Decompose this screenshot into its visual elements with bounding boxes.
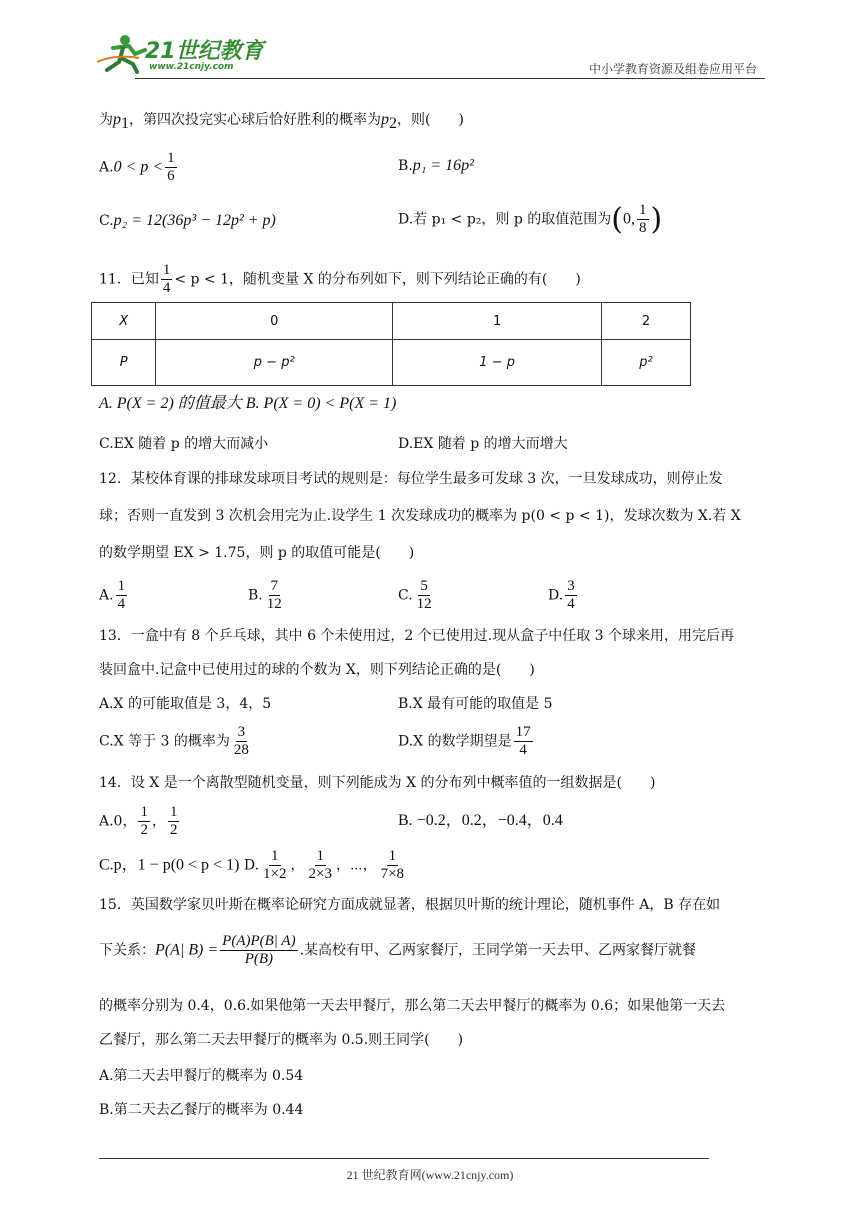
q12-option-a: A. $\frac{1}{4}$ <box>99 578 126 612</box>
header-platform-text: 中小学教育资源及组卷应用平台 <box>588 62 757 76</box>
q13-option-b: B.X 最有可能的取值是 5 <box>398 696 553 712</box>
q12-line3: 的数学期望 EX > 1.75，则 p 的取值可能是( ) <box>99 545 415 561</box>
q12-line2: 球；否则一直发到 3 次机会用完为止.设学生 1 次发球成功的概率为 p(0 < p < 1)，发球次数为 X.若 X <box>99 508 741 524</box>
q14-stem: 14．设 X 是一个离散型随机变量，则下列能成为 X 的分布列中概率值的一组数据是( ) <box>99 775 656 791</box>
q12-option-d: D. $\frac{3}{4}$ <box>548 578 575 612</box>
runner-logo-icon <box>95 32 147 74</box>
header <box>95 28 765 80</box>
footer-divider <box>99 1158 709 1159</box>
q13-option-d: D.X 的数学期望是 $\frac{17}{4}$ <box>398 724 531 758</box>
q12-option-b: B. $\frac{7}{12}$ <box>248 578 282 612</box>
q15-line2: 下关系：P(A| B) = $\frac{P(A)P(B| A)}{P(B)}$ .某高校有甲、乙两家餐厅，王同学第一天去甲、乙两家餐厅就餐 <box>99 933 697 967</box>
table-cell: 2 <box>602 303 691 340</box>
q14-options-cd: C.p，1 − p(0 < p < 1) D. $\frac{1}{1\times 2}$ ， $\frac{1}{2\times 3}$ ，⋯， $\frac{1}{7\times 8}$ <box>99 848 405 882</box>
table-cell: X <box>92 303 156 340</box>
q11-option-d: D.EX 随着 p 的增大而增大 <box>398 436 568 452</box>
q13-option-c: C.X 等于 3 的概率为 $\frac{3}{28}$ <box>99 724 249 758</box>
q13-line1: 13．一盒中有 8 个乒乓球，其中 6 个未使用过，2 个已使用过.现从盒子中任取 3 个球来用，用完后再 <box>99 628 735 644</box>
q15-line1: 15．英国数学家贝叶斯在概率论研究方面成就显著，根据贝叶斯的统计理论，随机事件 A，B 存在如 <box>99 897 721 913</box>
q15-option-b: B.第二天去乙餐厅的概率为 0.44 <box>99 1102 304 1118</box>
q11-stem: 11．已知 $\frac{1}{4}$ < p < 1，随机变量 X 的分布列如下，则下列结论正确的有( ) <box>99 262 581 296</box>
q13-line2: 装回盒中.记盒中已使用过的球的个数为 X，则下列结论正确的是( ) <box>99 662 535 678</box>
q11-options-ab: A. P(X = 2) 的值最大 B. P(X = 0) < P(X = 1) <box>99 395 397 412</box>
q14-option-b: B. −0.2，0.2，−0.4，0.4 <box>398 812 563 829</box>
q10-option-b: B.p₁ = 16p² <box>398 157 474 174</box>
q15-line3: 的概率分别为 0.4，0.6.如果他第一天去甲餐厅，那么第二天去甲餐厅的概率为 0.6；如果他第一天去 <box>99 998 726 1014</box>
q13-option-a: A.X 的可能取值是 3，4，5 <box>99 696 272 712</box>
distribution-table <box>91 302 691 386</box>
q10-option-a: A.0 < p < $\frac{1}{6}$ <box>99 150 175 184</box>
header-divider <box>135 78 765 79</box>
q11-option-c: C.EX 随着 p 的增大而减小 <box>99 436 269 452</box>
table-cell: 1 − p <box>393 340 602 386</box>
table-cell: p² <box>602 340 691 386</box>
footer-text: 21 世纪教育网(www.21cnjy.com) <box>346 1168 514 1182</box>
table-cell: 0 <box>156 303 393 340</box>
table-row <box>92 340 691 386</box>
table-row <box>92 303 691 340</box>
table-cell: P <box>92 340 156 386</box>
q10-option-d: D.若 p₁ < p₂，则 p 的取值范围为(0, $\frac{1}{8}$ ) <box>398 201 663 237</box>
q12-line1: 12．某校体育课的排球发球项目考试的规则是：每位学生最多可发球 3 次，一旦发球成功，则停止发 <box>99 471 723 487</box>
logo-url: www.21cnjy.com <box>149 62 234 72</box>
q10-continuation: 为$p_1$，第四次投完实心球后恰好胜利的概率为$p_2$，则( ) <box>99 111 464 133</box>
q12-option-c: C. $\frac{5}{12}$ <box>398 578 432 612</box>
table-cell: 1 <box>393 303 602 340</box>
q15-option-a: A.第二天去甲餐厅的概率为 0.54 <box>99 1068 304 1084</box>
logo-text: 21世纪教育 <box>145 39 264 64</box>
table-cell: p − p² <box>156 340 393 386</box>
q10-option-c: C.p₂ = 12(36p³ − 12p² + p) <box>99 212 276 229</box>
q14-option-a: A.0， $\frac{1}{2}$ ， $\frac{1}{2}$ <box>99 804 178 838</box>
q15-line4: 乙餐厅，那么第二天去甲餐厅的概率为 0.5.则王同学( ) <box>99 1032 464 1048</box>
